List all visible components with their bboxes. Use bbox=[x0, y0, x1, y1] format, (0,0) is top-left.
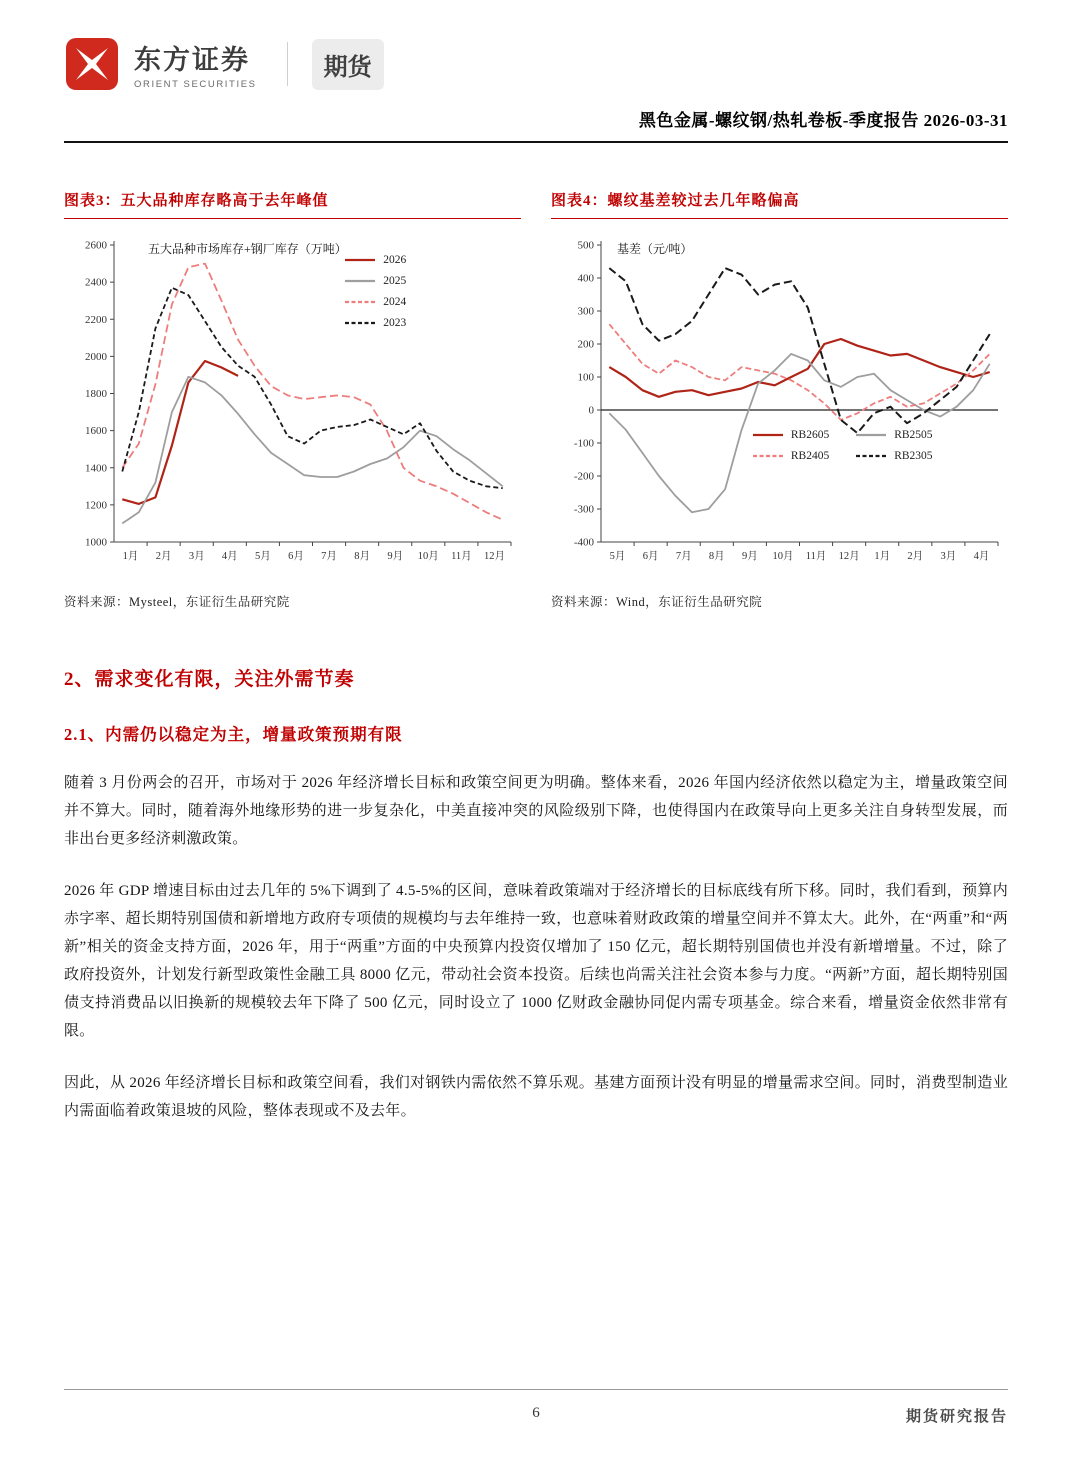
svg-text:基差（元/吨）: 基差（元/吨） bbox=[617, 242, 693, 256]
report-title: 黑色金属-螺纹钢/热轧卷板-季度报告 2026-03-31 bbox=[638, 111, 1008, 130]
svg-text:3月: 3月 bbox=[188, 551, 205, 562]
svg-text:200: 200 bbox=[577, 338, 594, 351]
svg-text:2月: 2月 bbox=[907, 551, 924, 562]
legend-item: RB2305 bbox=[894, 450, 933, 463]
svg-text:1000: 1000 bbox=[85, 536, 107, 549]
svg-text:6月: 6月 bbox=[642, 551, 659, 562]
page-footer bbox=[64, 1389, 1008, 1425]
svg-text:2000: 2000 bbox=[85, 350, 107, 363]
figure-3-source: 资料来源：Mysteel，东证衍生品研究院 bbox=[64, 595, 290, 609]
svg-text:10月: 10月 bbox=[417, 551, 439, 562]
legend-item: 2025 bbox=[383, 274, 407, 287]
body-paragraph-2: 2026 年 GDP 增速目标由过去几年的 5%下调到了 4.5-5%的区间，意味着政策端对于经济增长的目标底线有所下移。同时，我们看到，预算内赤字率、超长期特别国债和新增地方政府专项债的规模均与去年维持一致，也意味着财政政策的增量空间并不算太大。此外，在“两重”和“两新”相关的资金支持方面，2026 年，用于“两重”方面的中央预算内投资仅增加了 150 亿元，超长期特别国债也并没有新增增量。不过，除了政府投资外，计划发行新型政策性金融工具 8000 亿元，带动社会资本投资。后续也尚需关注社会资本参与力度。“两新”方面，超长期特别国债支持消费品以旧换新的规模较去年下降了 500 亿元，同时设立了 1000 亿财政金融协同促内需专项基金。综合来看，增量资金依然非常有限。 bbox=[64, 883, 1008, 1040]
figure-4 bbox=[551, 189, 1008, 610]
svg-text:1200: 1200 bbox=[85, 499, 107, 512]
legend-item: 2026 bbox=[383, 253, 407, 266]
svg-text:4月: 4月 bbox=[973, 551, 990, 562]
legend-item: 2023 bbox=[383, 316, 407, 329]
svg-text:1月: 1月 bbox=[122, 551, 139, 562]
basis-line-chart bbox=[551, 231, 1008, 576]
svg-text:5月: 5月 bbox=[255, 551, 271, 562]
svg-text:-300: -300 bbox=[573, 503, 594, 516]
svg-text:-200: -200 bbox=[573, 470, 594, 483]
svg-text:2600: 2600 bbox=[85, 239, 107, 252]
chart-legend bbox=[344, 254, 406, 329]
svg-text:4月: 4月 bbox=[221, 551, 238, 562]
svg-text:11月: 11月 bbox=[805, 551, 827, 562]
svg-text:1月: 1月 bbox=[874, 551, 891, 562]
figure-4-caption: 图表4：螺纹基差较过去几年略偏高 bbox=[551, 189, 1008, 219]
body-paragraph-3: 因此，从 2026 年经济增长目标和政策空间看，我们对钢铁内需依然不算乐观。基建方面预计没有明显的增量需求空间。同时，消费型制造业内需面临着政策退坡的风险，整体表现或不及去年。 bbox=[64, 1075, 1008, 1120]
svg-text:100: 100 bbox=[577, 371, 594, 384]
figure-3 bbox=[64, 189, 521, 610]
legend-item: RB2405 bbox=[790, 450, 830, 463]
legend-item: 2024 bbox=[383, 295, 407, 308]
product-tag-futures: 期货 bbox=[312, 39, 384, 90]
svg-text:-400: -400 bbox=[573, 536, 594, 549]
svg-text:-100: -100 bbox=[573, 437, 594, 450]
svg-text:2400: 2400 bbox=[85, 276, 107, 289]
header-brand bbox=[64, 36, 1008, 92]
figure-3-caption: 图表3：五大品种库存略高于去年峰值 bbox=[64, 189, 521, 219]
svg-text:9月: 9月 bbox=[387, 551, 404, 562]
legend-item: RB2605 bbox=[790, 429, 830, 442]
svg-text:400: 400 bbox=[577, 272, 594, 285]
inventory-line-chart bbox=[64, 231, 521, 576]
svg-text:1800: 1800 bbox=[85, 388, 107, 400]
svg-text:1600: 1600 bbox=[85, 425, 107, 438]
svg-text:1400: 1400 bbox=[85, 462, 107, 475]
brand-text bbox=[134, 38, 257, 90]
svg-text:8月: 8月 bbox=[354, 551, 370, 562]
figure-4-source: 资料来源：Wind，东证衍生品研究院 bbox=[551, 595, 763, 609]
svg-text:5月: 5月 bbox=[609, 551, 626, 562]
svg-text:3月: 3月 bbox=[940, 551, 957, 562]
section-heading-2: 2、需求变化有限，关注外需节奏 bbox=[64, 669, 355, 690]
svg-text:五大品种市场库存+钢厂库存（万吨）: 五大品种市场库存+钢厂库存（万吨） bbox=[148, 242, 347, 256]
svg-text:6月: 6月 bbox=[288, 551, 304, 562]
svg-text:7月: 7月 bbox=[321, 551, 337, 562]
subsection-heading-2-1: 2.1、内需仍以稳定为主，增量政策预期有限 bbox=[64, 725, 403, 744]
chart-legend bbox=[752, 429, 933, 462]
figures-row bbox=[64, 189, 1008, 610]
header-rule bbox=[64, 141, 1008, 143]
svg-text:7月: 7月 bbox=[675, 551, 692, 562]
svg-text:2月: 2月 bbox=[155, 551, 172, 562]
legend-item: RB2505 bbox=[894, 429, 933, 442]
svg-text:12月: 12月 bbox=[838, 551, 860, 562]
footer-report-label: 期货研究报告 bbox=[905, 1409, 1008, 1425]
svg-text:0: 0 bbox=[588, 404, 594, 417]
page-number: 6 bbox=[532, 1405, 540, 1421]
svg-text:10月: 10月 bbox=[772, 551, 794, 562]
brand-divider bbox=[287, 42, 288, 86]
brand-name-cn: 东方证券 bbox=[134, 45, 250, 75]
brand-name-en: ORIENT SECURITIES bbox=[134, 79, 257, 90]
orient-securities-logo-icon bbox=[64, 36, 120, 92]
svg-text:11月: 11月 bbox=[451, 551, 472, 562]
svg-text:500: 500 bbox=[577, 239, 594, 252]
svg-text:300: 300 bbox=[577, 305, 594, 318]
svg-text:12月: 12月 bbox=[483, 551, 505, 562]
body-paragraph-1: 随着 3 月份两会的召开，市场对于 2026 年经济增长目标和政策空间更为明确。整体来看，2026 年国内经济依然以稳定为主，增量政策空间并不算大。同时，随着海外地缘形势的进一步复杂化，中美直接冲突的风险级别下降，也使得国内在政策导向上更多关注自身转型发展，而非出台更多经济刺激政策。 bbox=[64, 775, 1008, 848]
svg-text:9月: 9月 bbox=[742, 551, 758, 562]
svg-text:2200: 2200 bbox=[85, 313, 107, 326]
svg-text:8月: 8月 bbox=[708, 551, 725, 562]
